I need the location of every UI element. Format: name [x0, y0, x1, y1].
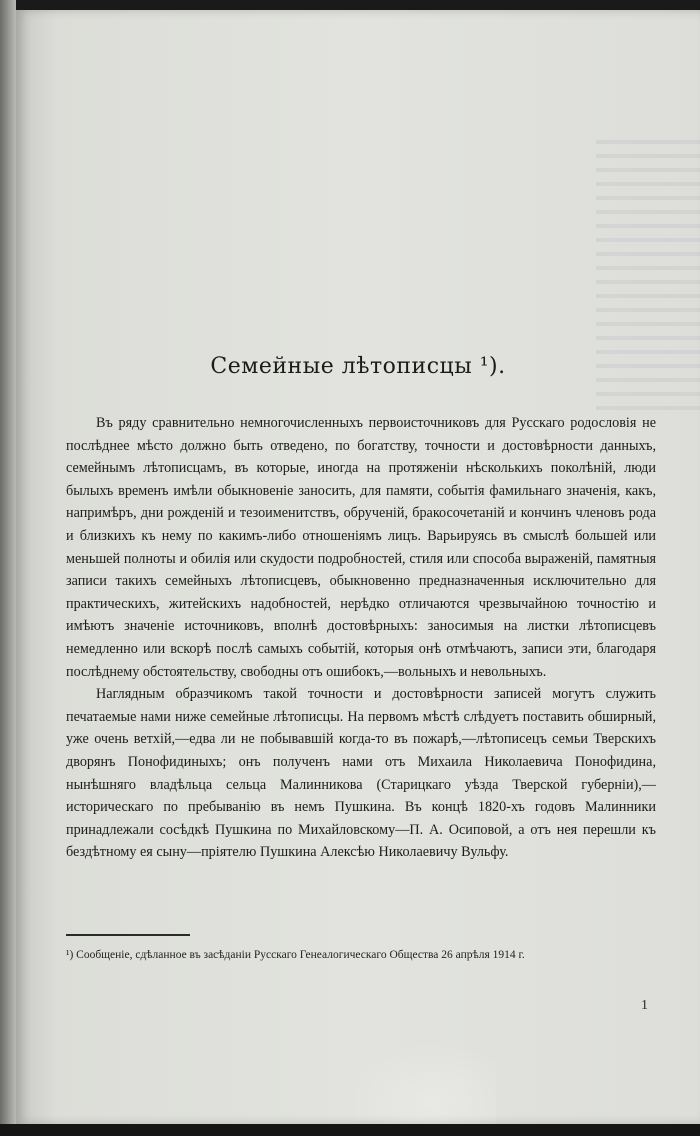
book-spine-edge: [0, 0, 16, 1136]
footnote-divider: [66, 934, 190, 936]
article-body: [66, 412, 656, 864]
paragraph: Наглядным образчикомъ такой точности и достовѣрности записей могутъ служить печатаемые нами ниже семейные лѣтописцы. На первомъ мѣстѣ слѣдуетъ поставить обширный, уже очень ветхій,—едва ли не побывавшій когда-то въ пожарѣ,—лѣтописецъ семьи Тверскихъ дворянъ Понофидиныхъ; онъ полученъ нами отъ Михаила Николаевича Понофидина, нынѣшняго владѣльца сельца Малинникова (Старицкаго уѣзда Тверской губерніи),—историческаго по пребыванію въ немъ Пушкина. Въ концѣ 1820-хъ годовъ Малинники принадлежали сосѣдкѣ Пушкина по Михайловскому—П. А. Осиповой, а отъ нея перешли къ бездѣтному ея сыну—пріятелю Пушкина Алексѣю Николаевичу Вульфу.: [66, 686, 656, 861]
background-edge: [0, 1124, 700, 1136]
footnote: ¹) Сообщеніе, сдѣланное въ засѣданіи Русскаго Генеалогическаго Общества 26 апрѣля 1914 г.: [66, 949, 525, 961]
page-title: Семейные лѣтописцы ¹).: [210, 354, 506, 379]
book-page: [16, 10, 700, 1124]
page-number: 1: [641, 998, 648, 1013]
paragraph: Въ ряду сравнительно немногочисленныхъ первоисточниковъ для Русскаго родословія не послѣднее мѣсто должно быть отведено, по богатству, точности и достовѣрности данныхъ, семейнымъ лѣтописцамъ, въ которые, иногда на протяженіи нѣсколькихъ поколѣній, люди былыхъ временъ имѣли обыкновеніе заносить, для памяти, событія фамильнаго значенія, какъ, напримѣръ, дни рожденій и тезоименитствъ, обрученій, бракосочетаній и кончинъ членовъ рода и близкихъ къ нему по какимъ-либо отношеніямъ лицъ. Варьируясь въ смыслѣ большей или меньшей полноты и обилія или скудости подробностей, стиля или способа выраженій, памятныя записи такихъ семейныхъ лѣтописцевъ, обыкновенно предназначенныя исключительно для практическихъ, житейскихъ надобностей, нерѣдко отличаются чрезвычайною точностію и имѣютъ значеніе источниковъ, вполнѣ достовѣрныхъ: заносимыя на листки лѣтописцевъ немедленно или вскорѣ послѣ самыхъ событій, которыя онѣ отмѣчаютъ, записи эти, благодаря послѣднему обстоятельству, свободны отъ ошибокъ,—вольныхъ и невольныхъ.: [66, 415, 656, 680]
page-crease: [346, 1040, 496, 1124]
